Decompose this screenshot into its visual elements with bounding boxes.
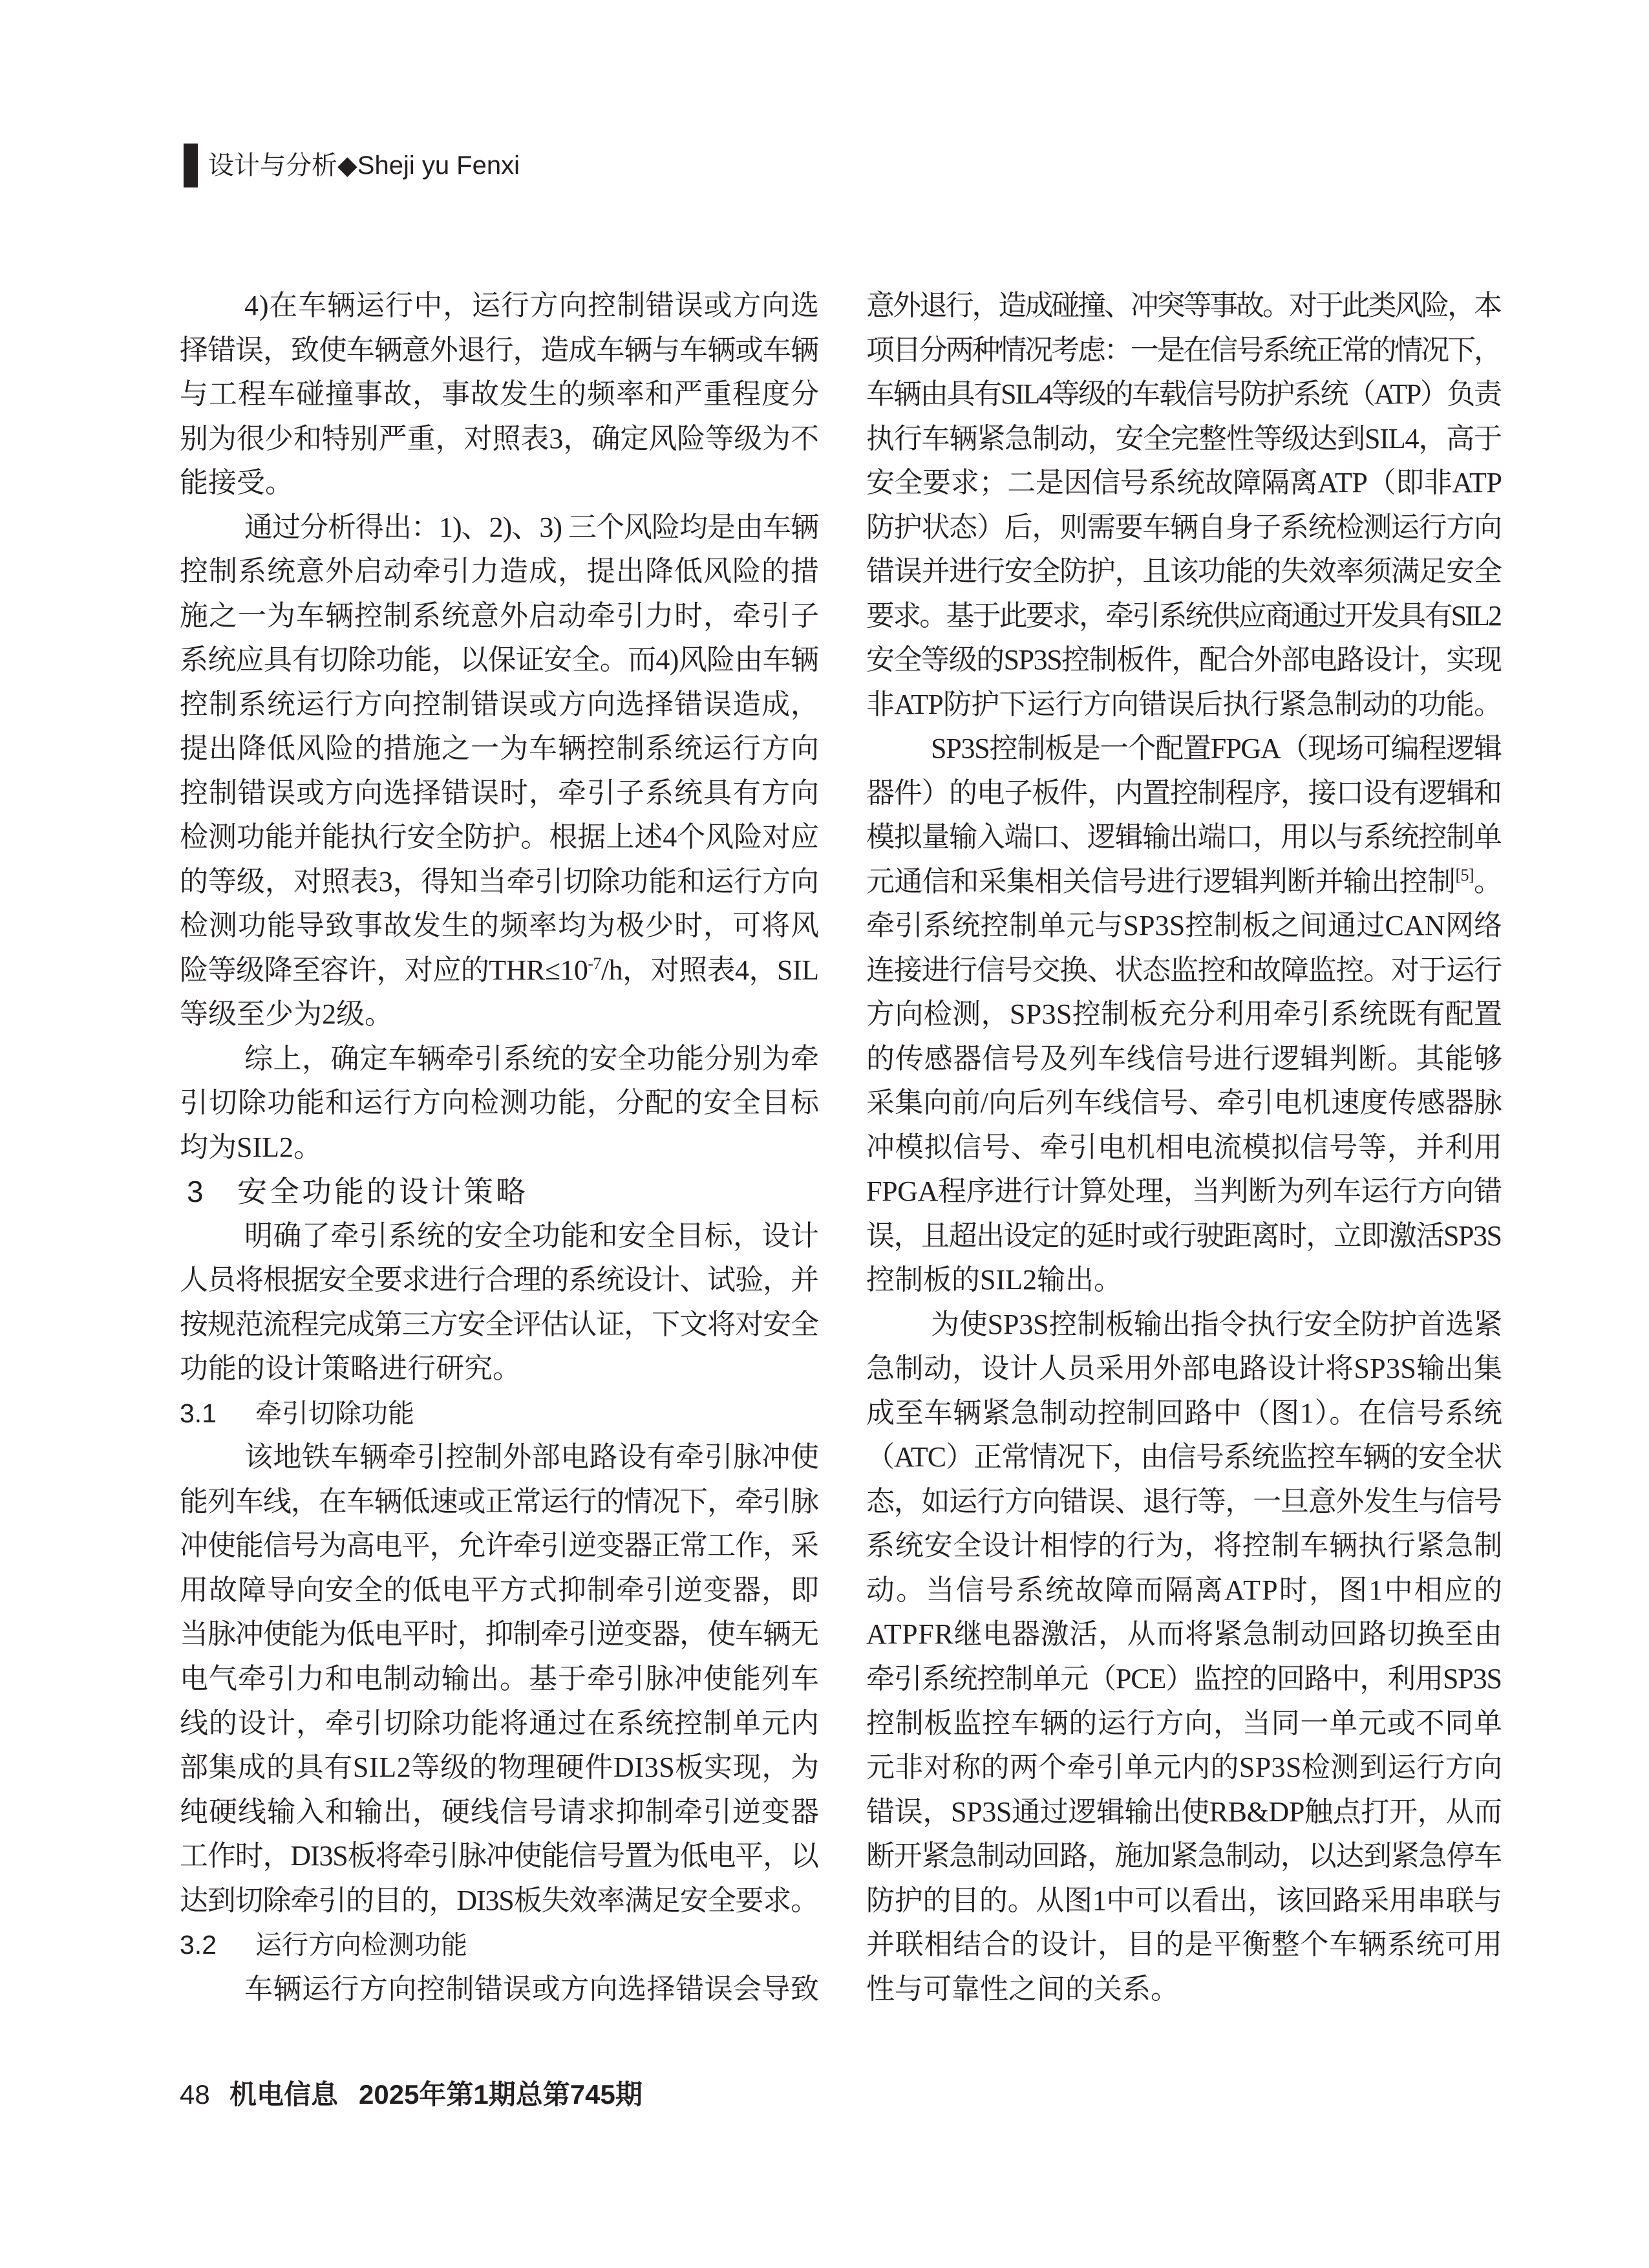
subsection-number: 3.2: [180, 1930, 217, 1960]
text-segment: /h，对照表4，SIL: [601, 954, 819, 986]
text-line: 要求。基于此要求，牵引系统供应商通过开发具有SIL2: [866, 599, 1501, 632]
text-line: 择错误，致使车辆意外退行，造成车辆与车辆或车辆: [180, 334, 818, 366]
subsection-heading: [180, 1391, 819, 1436]
text-line: 安全要求；二是因信号系统故障隔离ATP（即非ATP: [866, 467, 1502, 499]
text-line: 误，且超出设定的延时或行驶距离时，立即激活SP3S: [866, 1219, 1502, 1252]
text-line: 控制系统意外启动牵引力造成，提出降低风险的措: [180, 555, 820, 588]
text-line: 模拟量输入端口、逻辑输出端口，用以与系统控制单: [866, 821, 1502, 853]
text-line: 该地铁车辆牵引控制外部电路设有牵引脉冲使: [244, 1441, 820, 1473]
right-column: [866, 284, 1502, 2011]
text-line: 按规范流程完成第三方安全评估认证，下文将对安全: [180, 1308, 818, 1340]
text-line: 安全等级的SP3S控制板件，配合外部电路设计，实现: [866, 644, 1502, 676]
text-line: 纯硬线输入和输出，硬线信号请求抑制牵引逆变器: [180, 1795, 820, 1828]
text-segment: 。: [1474, 865, 1502, 897]
text-line: 引切除功能和运行方向检测功能，分配的安全目标: [180, 1087, 820, 1119]
text-line: 工作时，DI3S板将牵引脉冲使能信号置为低电平，以: [180, 1840, 818, 1872]
text-segment: 元通信和采集相关信号进行逻辑判断并输出控制: [866, 865, 1456, 897]
text-line: 为使SP3S控制板输出指令执行安全防护首选紧: [931, 1308, 1502, 1340]
text-line: 动。当信号系统故障而隔离ATP时，图1中相应的: [866, 1574, 1504, 1606]
text-line: 错误并进行安全防护，且该功能的失效率须满足安全: [866, 555, 1502, 588]
text-line: 成至车辆紧急制动控制回路中（图1）。在信号系统: [866, 1396, 1503, 1429]
text-line: 采集向前/向后列车线信号、牵引电机速度传感器脉: [866, 1087, 1503, 1119]
header-section-pinyin: Sheji yu Fenxi: [357, 151, 520, 180]
text-line: 与工程车碰撞事故，事故发生的频率和严重程度分: [180, 378, 820, 411]
page-number: 48: [180, 2079, 210, 2110]
text-line: 控制系统运行方向控制错误或方向选择错误造成，: [180, 688, 820, 720]
text-line: 方向检测，SP3S控制板充分利用牵引系统既有配置: [866, 998, 1503, 1031]
text-line: 非ATP防护下运行方向错误后执行紧急制动的功能。: [866, 688, 1502, 720]
running-header: [208, 144, 520, 187]
text-line: SP3S控制板是一个配置FPGA（现场可编程逻辑: [931, 733, 1502, 765]
text-line: （ATC）正常情况下，由信号系统监控车辆的安全状: [866, 1441, 1502, 1473]
text-line: 元非对称的两个牵引单元内的SP3S检测到运行方向: [866, 1751, 1503, 1784]
text-line: 车辆由具有SIL4等级的车载信号防护系统（ATP）负责: [866, 378, 1501, 411]
text-line: 错误，SP3S通过逻辑输出使RB&DP触点打开，从而: [866, 1795, 1502, 1828]
citation-ref: [5]: [1455, 865, 1474, 884]
text-line: 连接进行信号交换、状态监控和故障监控。对于运行: [866, 954, 1502, 986]
text-line: 电气牵引力和电制动输出。基于牵引脉冲使能列车: [180, 1662, 820, 1695]
subsection-title: 运行方向检测功能: [255, 1930, 467, 1960]
text-line: 急制动，设计人员采用外部电路设计将SP3S输出集: [866, 1353, 1503, 1385]
text-line: [180, 948, 819, 993]
section-number: 3: [187, 1175, 204, 1209]
text-line: 控制板监控车辆的运行方向，当同一单元或不同单: [866, 1707, 1503, 1739]
text-line: 检测功能导致事故发生的频率均为极少时，可将风: [180, 910, 820, 942]
text-line: 等级至少为2级。: [180, 998, 393, 1031]
text-line: 器件）的电子板件，内置控制程序，接口设有逻辑和: [866, 776, 1502, 809]
section-heading: [180, 1170, 819, 1214]
header-section-cn: 设计与分析: [208, 151, 337, 180]
text-line: 功能的设计策略进行研究。: [180, 1353, 521, 1385]
text-line: 系统安全设计相悖的行为，将控制车辆执行紧急制: [866, 1530, 1503, 1562]
subsection-number: 3.1: [180, 1398, 217, 1428]
journal-name: 机电信息: [229, 2079, 339, 2110]
text-line: 的传感器信号及列车线信号进行逻辑判断。其能够: [866, 1042, 1503, 1075]
text-line: 车辆运行方向控制错误或方向选择错误会导致: [244, 1973, 820, 2005]
text-line: 牵引系统控制单元（PCE）监控的回路中，利用SP3S: [866, 1662, 1502, 1695]
text-line: 防护的目的。从图1中可以看出，该回路采用串联与: [866, 1884, 1502, 1916]
text-line: 控制板的SIL2输出。: [866, 1264, 1122, 1296]
text-line: 4)在车辆运行中，运行方向控制错误或方向选: [244, 290, 820, 321]
diamond-icon: ◆: [337, 151, 357, 180]
header-bar: [184, 144, 198, 187]
text-line: 明确了牵引系统的安全功能和安全目标，设计: [244, 1219, 820, 1252]
text-line: 执行车辆紧急制动，安全完整性等级达到SIL4，高于: [866, 422, 1502, 455]
text-line: 系统应具有切除功能，以保证安全。而4)风险由车辆: [180, 644, 819, 676]
text-line: 牵引系统控制单元与SP3S控制板之间通过CAN网络: [866, 910, 1503, 942]
text-line: 冲使能信号为高电平，允许牵引逆变器正常工作，采: [180, 1530, 818, 1562]
subsection-title: 牵引切除功能: [255, 1398, 414, 1428]
text-line: 防护状态）后，则需要车辆自身子系统检测运行方向: [866, 511, 1502, 543]
text-segment: 险等级降至容许，对应的THR≤10: [180, 954, 588, 986]
text-line: 均为SIL2。: [180, 1131, 322, 1163]
text-line: 用故障导向安全的低电平方式抑制牵引逆变器，即: [180, 1574, 820, 1606]
text-line: 部集成的具有SIL2等级的物理硬件DI3S板实现，为: [180, 1751, 820, 1784]
left-column: [180, 284, 819, 2011]
text-line: 施之一为车辆控制系统意外启动牵引力时，牵引子: [180, 599, 820, 632]
text-line: 态，如运行方向错误、退行等，一旦意外发生与信号: [866, 1485, 1502, 1517]
text-line: 意外退行，造成碰撞、冲突等事故。对于此类风险，本: [866, 290, 1500, 321]
text-line: 提出降低风险的措施之一为车辆控制系统运行方向: [180, 733, 820, 765]
text-line: 通过分析得出：1)、2)、3) 三个风险均是由车辆: [244, 511, 818, 543]
text-line: 并联相结合的设计，目的是平衡整个车辆系统可用: [866, 1929, 1503, 1961]
text-line: 项目分两种情况考虑：一是在信号系统正常的情况下，: [866, 334, 1500, 366]
exponent: -7: [588, 954, 601, 973]
text-line: 的等级，对照表3，得知当牵引切除功能和运行方向: [180, 865, 819, 897]
text-line: [866, 860, 1502, 904]
text-line: 检测功能并能执行安全防护。根据上述4个风险对应: [180, 821, 819, 853]
text-line: 断开紧急制动回路，施加紧急制动，以达到紧急停车: [866, 1840, 1502, 1872]
text-line: ATPFR继电器激活，从而将紧急制动回路切换至由: [866, 1618, 1503, 1651]
text-line: FPGA程序进行计算处理，当判断为列车运行方向错: [866, 1175, 1502, 1208]
section-title: 安全功能的设计策略: [237, 1175, 528, 1209]
text-line: 别为很少和特别严重，对照表3，确定风险等级为不: [180, 422, 819, 455]
issue-info: 2025年第1期总第745期: [359, 2079, 643, 2110]
text-line: 能接受。: [180, 467, 293, 499]
text-line: 性与可靠性之间的关系。: [866, 1973, 1179, 2005]
text-line: 控制错误或方向选择错误时，牵引子系统具有方向: [180, 776, 820, 809]
text-line: 线的设计，牵引切除功能将通过在系统控制单元内: [180, 1707, 820, 1739]
text-line: 当脉冲使能为低电平时，抑制牵引逆变器，使车辆无: [180, 1618, 818, 1651]
text-line: 综上，确定车辆牵引系统的安全功能分别为牵: [244, 1042, 820, 1075]
subsection-heading: [180, 1923, 819, 1967]
text-line: 达到切除牵引的目的，DI3S板失效率满足安全要求。: [180, 1884, 818, 1916]
text-line: 人员将根据安全要求进行合理的系统设计、试验，并: [180, 1264, 818, 1296]
text-line: 能列车线，在车辆低速或正常运行的情况下，牵引脉: [180, 1485, 818, 1517]
text-line: 冲模拟信号、牵引电机相电流模拟信号等，并利用: [866, 1131, 1503, 1163]
